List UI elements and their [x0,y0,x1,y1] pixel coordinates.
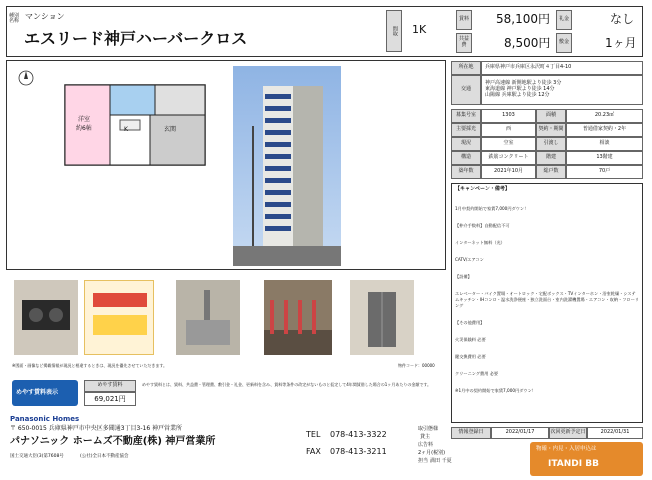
next-update-label: 次回更新予定日 [549,427,587,439]
bathroom-photo [176,280,240,355]
detail-value: 70戸 [566,165,643,179]
type-label: 種別 名称 [9,13,20,25]
detail-value: 相談 [566,137,643,151]
contract-type: 貸主 [420,434,431,440]
detail-value: 西 [481,123,536,137]
badge-label: めやす賃料 [84,380,136,392]
company-name: パナソニック ホームズ不動産(株) 神戸営業所 [10,436,216,447]
detail-label: 契約・期間 [536,123,566,137]
address-value: 兵庫県神戸市兵庫区永沢町４丁目4-10 [481,61,643,75]
company-brand: Panasonic Homes [10,415,80,423]
detail-label: 募集号室 [451,109,481,123]
kitchen-photo [14,280,78,355]
rent-value: 58,100円 [496,12,550,26]
remark-line: 火災保険料 必要 [455,336,486,342]
badge-value: 69,021円 [84,392,136,406]
itandi-banner[interactable] [530,442,643,476]
badge-note: めやす賃料とは、賃料、共益費・管理費、敷引金・礼金、更新料を含み、賃料等条件の改定がないものと仮定して4年間賃借した場合の1ヶ月あたりの金額です。 [142,382,432,387]
company-license: 国土交通大臣(3)第7608号 [10,454,64,459]
detail-label: 構造 [451,151,481,165]
update-date: 2022/01/17 [491,427,549,439]
company-address: 〒 650-0015 兵庫県神戸市中央区多聞通3丁目3-16 神戸営業所 [10,425,183,432]
contract-type-label: 取引態様 [418,426,439,432]
staff-name: 満田 千夏 [430,458,452,464]
transport-line: 神戸高速線 新開地駅より徒歩 3分 [485,80,562,87]
compass-icon [18,70,34,86]
detail-value: 1303 [481,109,536,123]
detail-label: 主要採光 [451,123,481,137]
key-money-label: 礼金 [556,10,572,30]
detail-value: 鉄筋コンクリート [481,151,536,165]
detail-value: 20.23㎡ [566,109,643,123]
detail-value: 空室 [481,137,536,151]
tel-label: TEL [306,430,321,439]
tel-number: 078-413-3322 [330,430,387,439]
fax-number: 078-413-3211 [330,447,387,456]
photo-caption: ※図面・画像など掲載情報が現況と相違するときは、現況を優先させていただきます。 [12,363,168,368]
remark-line: CATV/エアコン [455,257,484,263]
campaign-flyer [84,280,154,355]
room-size: 約6帖 [76,125,92,132]
remark-line: 【設備】 [455,274,472,280]
detail-label: 階建 [536,151,566,165]
bike-parking-photo [264,280,332,355]
detail-label: 引渡し [536,137,566,151]
remark-line: 【仲介手数料】自動配信不可 [455,223,510,229]
entrance-label: 玄関 [164,126,177,133]
address-label: 所在地 [451,61,481,75]
remark-line: 【その他費用】 [455,319,485,325]
detail-label: 築年数 [451,165,481,179]
transport-box [481,75,643,105]
detail-label: 総戸数 [536,165,566,179]
admin-value: 8,500円 [504,36,551,50]
next-update-date: 2022/01/31 [587,427,643,439]
detail-value: 普通借家契約・2年 [566,123,643,137]
detail-value: 13階建 [566,151,643,165]
elevator-photo [350,280,414,355]
property-type: マンション [25,12,65,21]
layout-label: 間取 [386,10,402,52]
admin-label: 共益費 [456,33,472,53]
remark-line: インターネット無料（光） [455,240,505,246]
detail-label: 面積 [536,109,566,123]
ad-fee-label: 広告料 [418,442,434,448]
rent-estimate-badge [12,380,78,406]
remark-line: 1月中契約開始で家賃7,000円ダウン！ [455,206,529,212]
layout-value: 1K [412,23,427,36]
detail-label: 現況 [451,137,481,151]
transport-line: 山陽線 兵庫駅より徒歩 12分 [485,91,550,98]
room-label: 洋室 [78,116,91,123]
key-money-value: なし [610,12,635,26]
company-association: (公社)全日本不動産協会 [80,454,129,459]
remark-line: 鍵交換費用 必要 [455,353,486,359]
deposit-label: 敷金 [556,33,572,53]
remarks-title: 【キャンペーン・備考】 [455,186,510,192]
detail-value: 2021年10月 [481,165,536,179]
property-code: 物件コード：00000 [398,363,435,368]
ad-fee: 2ヶ月(税別) [418,450,446,456]
rent-label: 賃料 [456,10,472,30]
itandi-line1: 物確・内見・入居申込は [536,446,597,452]
deposit-value: 1ヶ月 [605,36,637,50]
transport-label: 交通 [451,75,481,105]
transport-line: 東海道線 神戸駅より徒歩 14分 [485,86,555,93]
staff-label: 担当 [418,458,429,464]
remark-line: エレベーター・バイク置場・オートロック・宅配ボックス・TVインターホン・浴室乾燥・システムキッチン・IHコンロ・温水洗浄便座・独立洗面台・室内洗濯機置場・エアコン・収納・フローリング [455,291,639,308]
fax-label: FAX [306,447,321,456]
itandi-line2: ITANDI BB [548,459,599,469]
remark-line: クリーニング費用 必要 [455,370,499,376]
remark-line: ※1月中の契約開始で家賃7,000円ダウン！ [455,387,536,393]
remarks-list [455,195,639,399]
building-photo [233,66,341,266]
property-name: エスリード神戸ハーバークロス [24,29,248,48]
update-date-label: 情報登録日 [451,427,491,439]
badge-text: めやす賃料表示 [16,389,59,396]
kitchen-label: K [124,126,128,133]
